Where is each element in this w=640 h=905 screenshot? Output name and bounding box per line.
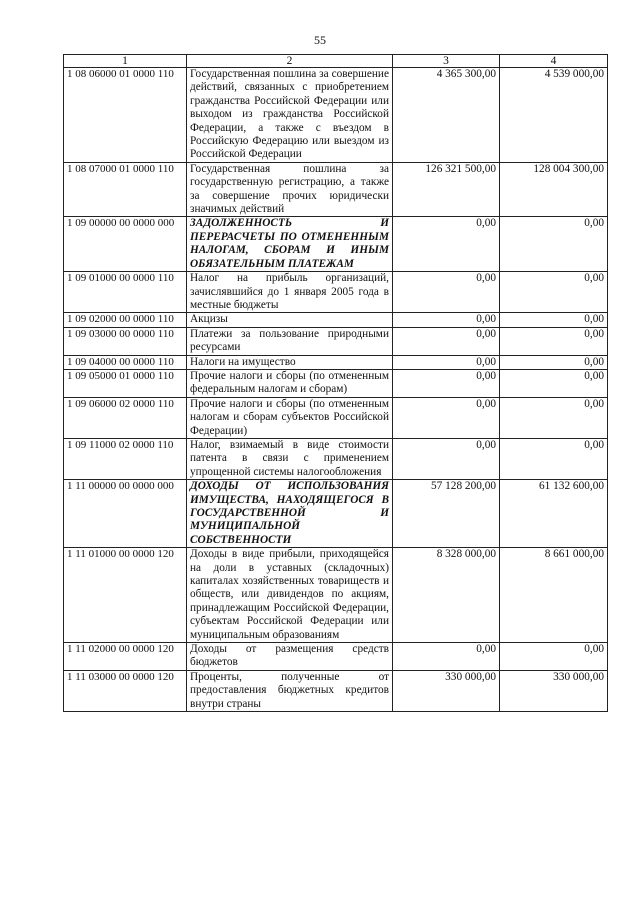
table-row [64, 272, 608, 313]
row-name: Проценты, полученные от предоставления бюджетных кредитов внутри страны [187, 670, 393, 711]
row-value-col4: 330 000,00 [500, 670, 608, 711]
row-value-col4: 61 132 600,00 [500, 480, 608, 548]
row-value-col3: 0,00 [393, 313, 500, 327]
budget-table [63, 54, 608, 712]
row-value-col3: 330 000,00 [393, 670, 500, 711]
row-value-col4: 0,00 [500, 369, 608, 397]
row-value-col4: 0,00 [500, 355, 608, 369]
row-name: Налог, взимаемый в виде стоимости патента в связи с применением упрощенной системы налогообложения [187, 438, 393, 479]
row-code: 1 08 06000 01 0000 110 [64, 68, 187, 163]
table-row [64, 355, 608, 369]
table-row [64, 217, 608, 272]
row-code: 1 09 03000 00 0000 110 [64, 327, 187, 355]
row-value-col4: 0,00 [500, 327, 608, 355]
row-value-col4: 0,00 [500, 217, 608, 272]
row-value-col3: 57 128 200,00 [393, 480, 500, 548]
row-name: Прочие налоги и сборы (по отмененным федеральным налогам и сборам) [187, 369, 393, 397]
row-name: Налог на прибыль организаций, зачислявшийся до 1 января 2005 года в местные бюджеты [187, 272, 393, 313]
row-value-col4: 128 004 300,00 [500, 162, 608, 217]
table-row [64, 68, 608, 163]
table-row [64, 313, 608, 327]
row-value-col3: 0,00 [393, 369, 500, 397]
table-row [64, 397, 608, 438]
row-name: Государственная пошлина за совершение действий, связанных с приобретением гражданства Российской Федерации или выходом из гражданства Российской Федерации, а также с въездом в Российскую Федерацию или выездом из Российской Федерации [187, 68, 393, 163]
table-row [64, 643, 608, 671]
row-name: Доходы в виде прибыли, приходящейся на доли в уставных (складочных) капиталах хозяйственных товариществ и обществ, или дивидендов по акциям, принадлежащим Российской Федерации, субъектам Российской Федерации или муниципальным образованиям [187, 548, 393, 643]
row-name: Доходы от размещения средств бюджетов [187, 643, 393, 671]
row-value-col4: 4 539 000,00 [500, 68, 608, 163]
row-value-col3: 126 321 500,00 [393, 162, 500, 217]
row-code: 1 09 01000 00 0000 110 [64, 272, 187, 313]
row-code: 1 09 11000 02 0000 110 [64, 438, 187, 479]
table-header-row [64, 55, 608, 68]
row-value-col4: 0,00 [500, 272, 608, 313]
row-code: 1 11 02000 00 0000 120 [64, 643, 187, 671]
row-value-col3: 4 365 300,00 [393, 68, 500, 163]
header-col-3: 3 [393, 55, 500, 68]
table-row [64, 162, 608, 217]
table-row [64, 327, 608, 355]
row-code: 1 11 01000 00 0000 120 [64, 548, 187, 643]
table-row [64, 369, 608, 397]
row-value-col3: 0,00 [393, 397, 500, 438]
row-code: 1 09 02000 00 0000 110 [64, 313, 187, 327]
header-col-4: 4 [500, 55, 608, 68]
row-name: Платежи за пользование природными ресурсами [187, 327, 393, 355]
row-code: 1 09 05000 01 0000 110 [64, 369, 187, 397]
table-row [64, 480, 608, 548]
row-code: 1 08 07000 01 0000 110 [64, 162, 187, 217]
row-name: ЗАДОЛЖЕННОСТЬ И ПЕРЕРАСЧЕТЫ ПО ОТМЕНЕННЫМ НАЛОГАМ, СБОРАМ И ИНЫМ ОБЯЗАТЕЛЬНЫМ ПЛАТЕЖАМ [187, 217, 393, 272]
row-value-col3: 0,00 [393, 217, 500, 272]
row-value-col3: 0,00 [393, 438, 500, 479]
row-value-col4: 0,00 [500, 438, 608, 479]
row-name: Акцизы [187, 313, 393, 327]
row-value-col4: 0,00 [500, 643, 608, 671]
row-value-col4: 8 661 000,00 [500, 548, 608, 643]
table-row [64, 670, 608, 711]
table-row [64, 548, 608, 643]
row-value-col3: 0,00 [393, 643, 500, 671]
header-col-2: 2 [187, 55, 393, 68]
row-value-col3: 8 328 000,00 [393, 548, 500, 643]
row-value-col4: 0,00 [500, 313, 608, 327]
row-name: Государственная пошлина за государственную регистрацию, а также за совершение прочих юридически значимых действий [187, 162, 393, 217]
row-name: ДОХОДЫ ОТ ИСПОЛЬЗОВАНИЯ ИМУЩЕСТВА, НАХОДЯЩЕГОСЯ В ГОСУДАРСТВЕННОЙ И МУНИЦИПАЛЬНОЙ СОБСТВЕННОСТИ [187, 480, 393, 548]
header-col-1: 1 [64, 55, 187, 68]
row-name: Налоги на имущество [187, 355, 393, 369]
row-code: 1 11 03000 00 0000 120 [64, 670, 187, 711]
table-row [64, 438, 608, 479]
row-value-col3: 0,00 [393, 355, 500, 369]
row-value-col3: 0,00 [393, 272, 500, 313]
row-code: 1 09 00000 00 0000 000 [64, 217, 187, 272]
page-number: 55 [314, 33, 326, 47]
row-code: 1 11 00000 00 0000 000 [64, 480, 187, 548]
row-name: Прочие налоги и сборы (по отмененным налогам и сборам субъектов Российской Федерации) [187, 397, 393, 438]
row-value-col3: 0,00 [393, 327, 500, 355]
row-code: 1 09 06000 02 0000 110 [64, 397, 187, 438]
row-code: 1 09 04000 00 0000 110 [64, 355, 187, 369]
row-value-col4: 0,00 [500, 397, 608, 438]
